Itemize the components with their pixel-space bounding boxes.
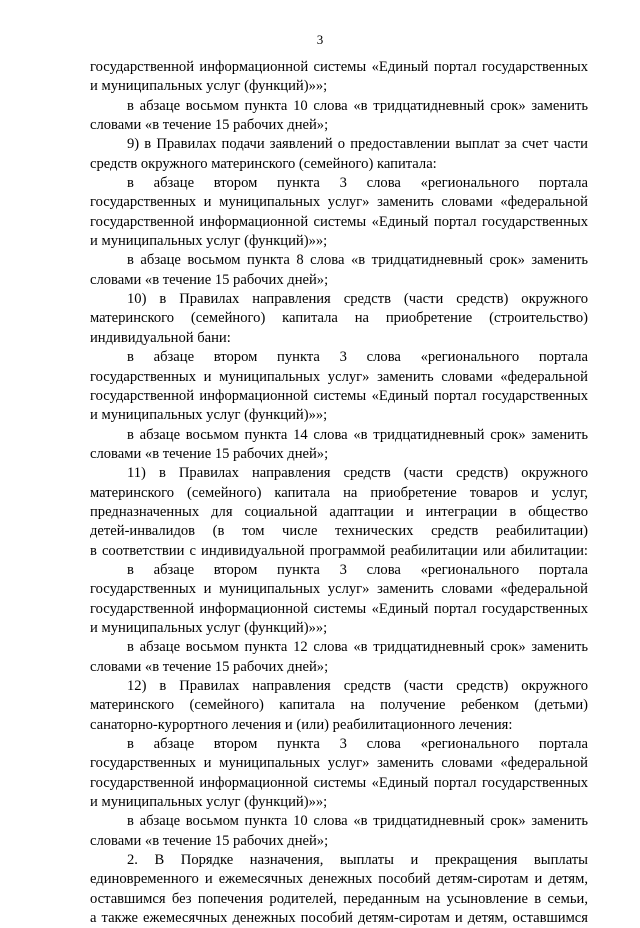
text-line: в абзаце втором пункта 3 слова «регионального портала <box>127 175 588 192</box>
text-line: в абзаце втором пункта 3 слова «регионального портала <box>127 561 588 578</box>
text-line: государственных и муниципальных услуг» заменить словами «федеральной <box>90 755 588 772</box>
text-line: а также ежемесячных денежных пособий детям-сиротам и детям, оставшимся <box>90 910 588 927</box>
text-line: единовременного и ежемесячных денежных пособий детям-сиротам и детям, <box>90 871 588 888</box>
text-line: государственных и муниципальных услуг» заменить словами «федеральной <box>90 368 588 385</box>
text-line: в абзаце втором пункта 3 слова «регионального портала <box>127 736 588 753</box>
text-line: детей-инвалидов (в том числе технических средств реабилитации) <box>90 523 588 540</box>
text-line: в абзаце восьмом пункта 10 слова «в тридцатидневный срок» заменить <box>127 813 588 830</box>
document-body <box>90 58 588 928</box>
text-line: в абзаце втором пункта 3 слова «регионального портала <box>127 349 588 366</box>
text-line: и муниципальных услуг (функций)»»; <box>90 619 328 636</box>
text-line: и муниципальных услуг (функций)»»; <box>90 233 328 250</box>
text-line: санаторно-курортного лечения и (или) реабилитационного лечения: <box>90 716 513 733</box>
text-line: государственной информационной системы «Единый портал государственных <box>90 213 588 230</box>
text-line: средств окружного материнского (семейного) капитала: <box>90 155 437 172</box>
text-line: государственной информационной системы «Единый портал государственных <box>90 774 588 791</box>
text-line: словами «в течение 15 рабочих дней»; <box>90 271 329 288</box>
text-line: словами «в течение 15 рабочих дней»; <box>90 658 329 675</box>
text-line: государственных и муниципальных услуг» заменить словами «федеральной <box>90 194 588 211</box>
text-line: 12) в Правилах направления средств (части средств) окружного <box>127 678 588 694</box>
text-line: и муниципальных услуг (функций)»»; <box>90 407 328 424</box>
text-line: 10) в Правилах направления средств (части средств) окружного <box>127 291 588 308</box>
text-line: материнского (семейного) капитала на приобретение товаров и услуг, <box>90 484 588 501</box>
text-line: словами «в течение 15 рабочих дней»; <box>90 832 329 849</box>
text-line: государственной информационной системы «Единый портал государственных <box>90 387 588 404</box>
text-line: и муниципальных услуг (функций)»»; <box>90 78 328 95</box>
text-line: словами «в течение 15 рабочих дней»; <box>90 117 329 134</box>
text-line: 2. В Порядке назначения, выплаты и прекращения выплаты <box>127 852 588 869</box>
page-number: 3 <box>316 32 324 47</box>
text-line: в абзаце восьмом пункта 12 слова «в тридцатидневный срок» заменить <box>127 639 588 656</box>
text-line: 11) в Правилах направления средств (части средств) окружного <box>127 465 588 482</box>
text-line: в соответствии с индивидуальной программой реабилитации или абилитации: <box>90 542 588 559</box>
text-line: государственных и муниципальных услуг» заменить словами «федеральной <box>90 581 588 598</box>
text-line: государственной информационной системы «Единый портал государственных <box>90 600 588 617</box>
text-line: оставшимся без попечения родителей, переданным на усыновление в семьи, <box>90 890 588 907</box>
text-line: в абзаце восьмом пункта 10 слова «в тридцатидневный срок» заменить <box>127 97 588 114</box>
text-line: предназначенных для социальной адаптации и интеграции в общество <box>90 503 588 520</box>
text-line: в абзаце восьмом пункта 14 слова «в тридцатидневный срок» заменить <box>127 426 588 443</box>
text-line: индивидуальной бани: <box>90 329 231 346</box>
text-line: материнского (семейного) капитала на приобретение (строительство) <box>90 310 588 327</box>
text-line: материнского (семейного) капитала на получение ребенком (детьми) <box>90 697 588 714</box>
text-line: в абзаце восьмом пункта 8 слова «в тридцатидневный срок» заменить <box>127 252 588 269</box>
text-line: словами «в течение 15 рабочих дней»; <box>90 445 329 462</box>
text-line: 9) в Правилах подачи заявлений о предоставлении выплат за счет части <box>127 136 588 153</box>
text-line: государственной информационной системы «Единый портал государственных <box>90 59 588 75</box>
text-line: и муниципальных услуг (функций)»»; <box>90 794 328 811</box>
